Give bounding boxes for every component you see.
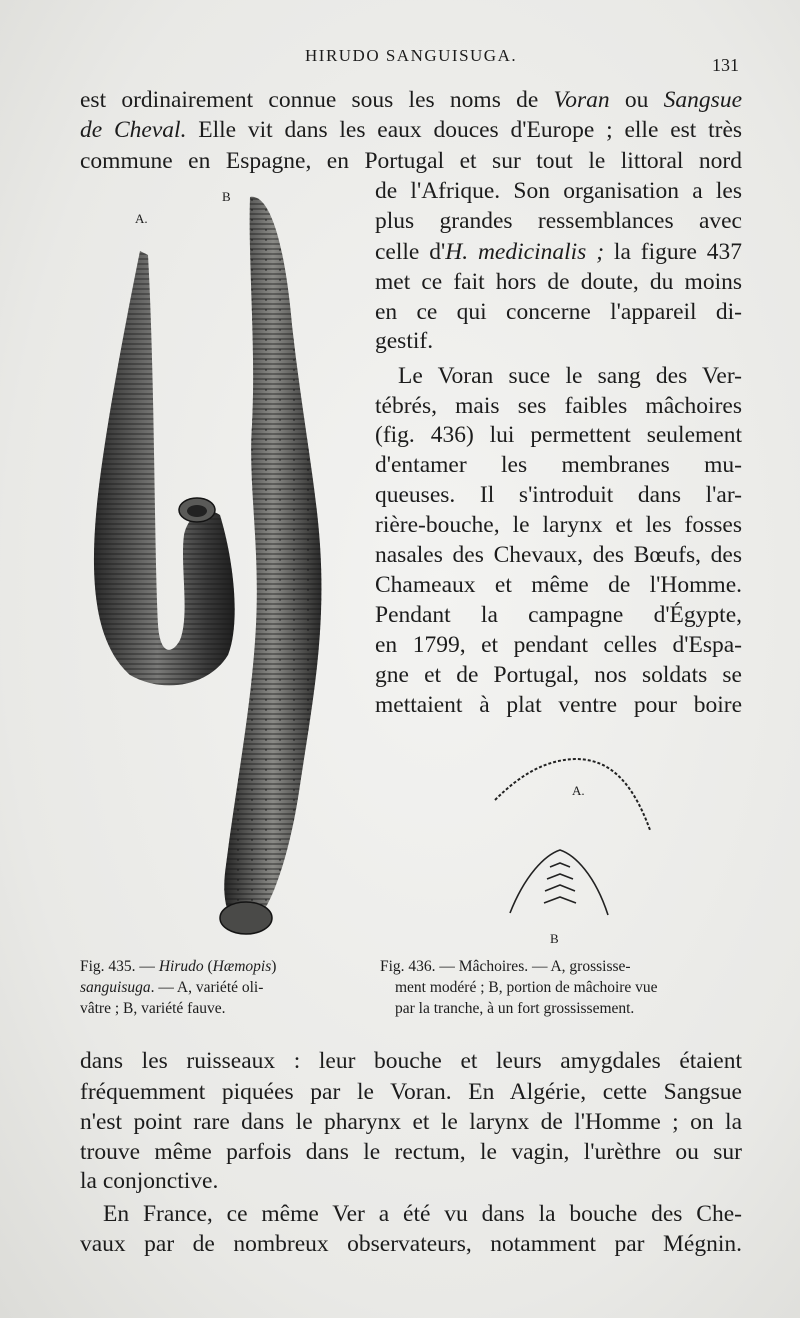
text-line: Le Voran suce le sang des Ver- (398, 363, 742, 389)
figure-label-a: A. (135, 211, 148, 226)
figure-436-illustration (490, 745, 670, 955)
text-line: commune en Espagne, en Portugal et sur tout le littoral nord (80, 148, 742, 174)
text-line: est ordinairement connue sous les noms de Voran ou Sangsue (80, 87, 742, 113)
figure-436-caption-line: ment modéré ; B, portion de mâchoire vue (395, 979, 658, 996)
figure-436-caption-line: Fig. 436. — Mâchoires. — A, grossisse- (380, 958, 631, 975)
text-line: rière-bouche, le larynx et les fosses (375, 512, 742, 538)
figure-436-label-a: A. (572, 783, 585, 798)
text-line: la conjonctive. (80, 1168, 219, 1194)
figure-435-caption-line: sanguisuga. — A, variété oli- (80, 979, 264, 996)
text-line: en 1799, et pendant celles d'Espa- (375, 632, 742, 658)
text-line: gestif. (375, 328, 434, 354)
figure-label-b: B (222, 189, 231, 204)
jaw-drawings (490, 745, 670, 955)
text-line: celle d'H. medicinalis ; la figure 437 (375, 239, 743, 265)
figure-436-caption-line: par la tranche, à un fort grossissement. (395, 1000, 635, 1017)
text-line: dans les ruisseaux : leur bouche et leurs amygdales étaient (80, 1048, 742, 1074)
page-number: 131 (712, 55, 739, 75)
leech-drawings (80, 185, 370, 945)
text-line: n'est point rare dans le pharynx et le larynx de l'Homme ; on la (80, 1109, 742, 1135)
text-line: En France, ce même Ver a été vu dans la bouche des Che- (103, 1201, 742, 1227)
text-line: trouve même parfois dans le rectum, le vagin, l'urèthre ou sur (80, 1139, 742, 1165)
text-line: en ce qui concerne l'appareil di- (375, 299, 742, 325)
text-line: (fig. 436) lui permettent seulement (375, 422, 742, 448)
leech-b-drawing (220, 197, 321, 934)
text-line: fréquemment piquées par le Voran. En Algérie, cette Sangsue (80, 1079, 742, 1105)
text-line: de Cheval. Elle vit dans les eaux douces d'Europe ; elle est très (80, 117, 743, 143)
text-line: Pendant la campagne d'Égypte, (375, 602, 742, 628)
text-line: nasales des Chevaux, des Bœufs, des (375, 542, 742, 568)
text-line: tébrés, mais ses faibles mâchoires (375, 393, 742, 419)
figure-435-caption-line: vâtre ; B, variété fauve. (80, 1000, 226, 1017)
leech-a-drawing (94, 251, 235, 685)
text-line: met ce fait hors de doute, du moins (375, 269, 742, 295)
figure-435-illustration (80, 185, 370, 945)
text-line: Chameaux et même de l'Homme. (375, 572, 742, 598)
text-line: gne et de Portugal, nos soldats se (375, 662, 742, 688)
text-line: de l'Afrique. Son organisation a les (375, 178, 742, 204)
figure-435-caption-line: Fig. 435. — Hirudo (Hæmopis) (80, 958, 277, 975)
text-line: mettaient à plat ventre pour boire (375, 692, 742, 718)
running-header: HIRUDO SANGUISUGA. (305, 46, 518, 65)
text-line: vaux par de nombreux observateurs, notamment par Mégnin. (80, 1231, 742, 1257)
figure-436-label-b: B (550, 931, 559, 946)
text-line: d'entamer les membranes mu- (375, 452, 742, 478)
text-line: plus grandes ressemblances avec (375, 208, 742, 234)
text-line: queuses. Il s'introduit dans l'ar- (375, 482, 742, 508)
